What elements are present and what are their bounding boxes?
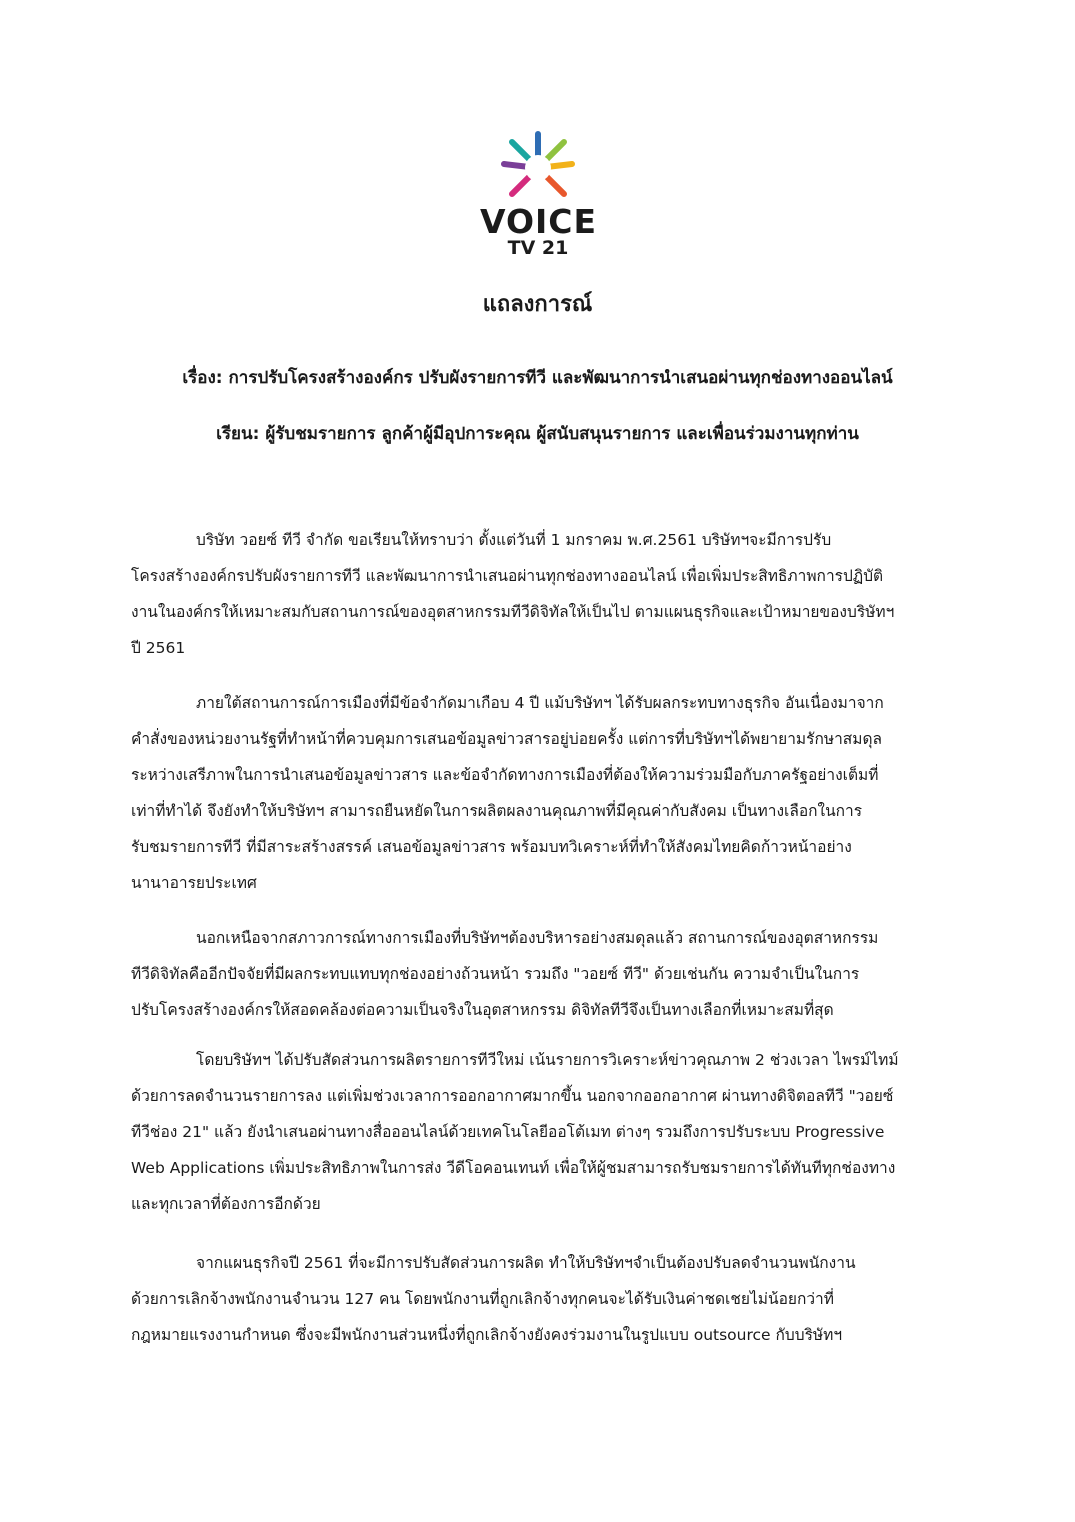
paragraph-line: Web Applications เพิ่มประสิทธิภาพในการส่ง วีดีโอคอนเทนท์ เพื่อให้ผู้ชมสามารถรับชมรายการได้ทันทีทุกช่องทาง xyxy=(131,1159,896,1177)
logo-wordmark: VOICE xyxy=(480,202,598,241)
paragraph-line: ด้วยการเลิกจ้างพนักงานจำนวน 127 คน โดยพนักงานที่ถูกเลิกจ้างทุกคนจะได้รับเงินค่าชดเชยไม่น้อยกว่าที่ xyxy=(131,1290,834,1308)
paragraph xyxy=(131,685,884,901)
paragraph xyxy=(131,1245,856,1353)
paragraph-line: โดยบริษัทฯ ได้ปรับสัดส่วนการผลิตรายการทีวีใหม่ เน้นรายการวิเคราะห์ข่าวคุณภาพ 2 ช่วงเวลา ไพรม์ไทม์ xyxy=(196,1051,899,1069)
paragraph xyxy=(131,1042,899,1222)
subject-line: เรื่อง: การปรับโครงสร้างองค์กร ปรับผังรายการทีวี และพัฒนาการนำเสนอผ่านทุกช่องทางออนไลน์ xyxy=(182,368,893,388)
paragraph-line: ระหว่างเสรีภาพในการนำเสนอข้อมูลข่าวสาร และข้อจำกัดทางการเมืองที่ต้องให้ความร่วมมือกับภาครัฐอย่างเต็มที่ xyxy=(131,766,879,784)
paragraph-line: และทุกเวลาที่ต้องการอีกด้วย xyxy=(131,1195,321,1213)
paragraph-line: เท่าที่ทำได้ จึงยังทำให้บริษัทฯ สามารถยืนหยัดในการผลิตผลงานคุณภาพที่มีคุณค่ากับสังคม เป็นทางเลือกในการ xyxy=(131,802,863,820)
paragraph-line: งานในองค์กรให้เหมาะสมกับสถานการณ์ของอุตสาหกรรมทีวีดิจิทัลให้เป็นไป ตามแผนธุรกิจและเป้าหมายของบริษัทฯ xyxy=(131,603,895,621)
paragraph-line: กฎหมายแรงงานกำหนด ซึ่งจะมีพนักงานส่วนหนึ่งที่ถูกเลิกจ้างยังคงร่วมงานในรูปแบบ outsource กับบริษัทฯ xyxy=(131,1326,843,1344)
logo-channel: TV 21 xyxy=(507,237,569,259)
paragraph-line: ปรับโครงสร้างองค์กรให้สอดคล้องต่อความเป็นจริงในอุตสาหกรรม ดิจิทัลทีวีจึงเป็นทางเลือกที่เหมาะสมที่สุด xyxy=(131,1001,834,1019)
recipient-line: เรียน: ผู้รับชมรายการ ลูกค้าผู้มีอุปการะคุณ ผู้สนับสนุนรายการ และเพื่อนร่วมงานทุกท่าน xyxy=(216,424,859,444)
paragraph-line: ทีวีช่อง 21" แล้ว ยังนำเสนอผ่านทางสื่อออนไลน์ด้วยเทคโนโลยีออโต้เมท ต่างๆ รวมถึงการปรับระบบ Progressive xyxy=(131,1123,885,1141)
paragraph-line: ด้วยการลดจำนวนรายการลง แต่เพิ่มช่วงเวลาการออกอากาศมากขึ้น นอกจากออกอากาศ ผ่านทางดิจิตอลทีวี "วอยซ์ xyxy=(131,1087,894,1105)
paragraph-line: รับชมรายการทีวี ที่มีสาระสร้างสรรค์ เสนอข้อมูลข่าวสาร พร้อมบทวิเคราะห์ที่ทำให้สังคมไทยคิดก้าวหน้าอย่าง xyxy=(131,838,852,856)
voice-burst-icon xyxy=(498,128,578,208)
paragraph-line: ภายใต้สถานการณ์การเมืองที่มีข้อจำกัดมาเกือบ 4 ปี แม้บริษัทฯ ได้รับผลกระทบทางธุรกิจ อันเนื่องมาจาก xyxy=(196,694,884,712)
paragraph-line: จากแผนธุรกิจปี 2561 ที่จะมีการปรับสัดส่วนการผลิต ทำให้บริษัทฯจำเป็นต้องปรับลดจำนวนพนักงาน xyxy=(196,1254,856,1272)
paragraph xyxy=(131,920,878,1028)
paragraph-line: คำสั่งของหน่วยงานรัฐที่ทำหน้าที่ควบคุมการเสนอข้อมูลข่าวสารอยู่บ่อยครั้ง แต่การที่บริษัทฯได้พยายามรักษาสมดุล xyxy=(131,730,883,748)
paragraph-line: นานาอารยประเทศ xyxy=(131,874,257,892)
document-title: แถลงการณ์ xyxy=(482,292,593,317)
paragraph-line: ปี 2561 xyxy=(131,639,186,657)
paragraph xyxy=(131,522,894,666)
paragraph-line: บริษัท วอยซ์ ทีวี จำกัด ขอเรียนให้ทราบว่า ตั้งแต่วันที่ 1 มกราคม พ.ศ.2561 บริษัทฯจะมีการปรับ xyxy=(196,531,832,549)
paragraph-line: โครงสร้างองค์กรปรับผังรายการทีวี และพัฒนาการนำเสนอผ่านทุกช่องทางออนไลน์ เพื่อเพิ่มประสิทธิภาพการปฏิบัติ xyxy=(131,567,884,585)
paragraph-line: นอกเหนือจากสภาวการณ์ทางการเมืองที่บริษัทฯต้องบริหารอย่างสมดุลแล้ว สถานการณ์ของอุตสาหกรรม xyxy=(196,929,879,947)
paragraph-line: ทีวีดิจิทัลคืออีกปัจจัยที่มีผลกระทบแทบทุกช่องอย่างถ้วนหน้า รวมถึง "วอยซ์ ทีวี" ด้วยเช่นกัน ความจำเป็นในการ xyxy=(131,965,860,983)
voice-tv-logo xyxy=(480,128,596,258)
